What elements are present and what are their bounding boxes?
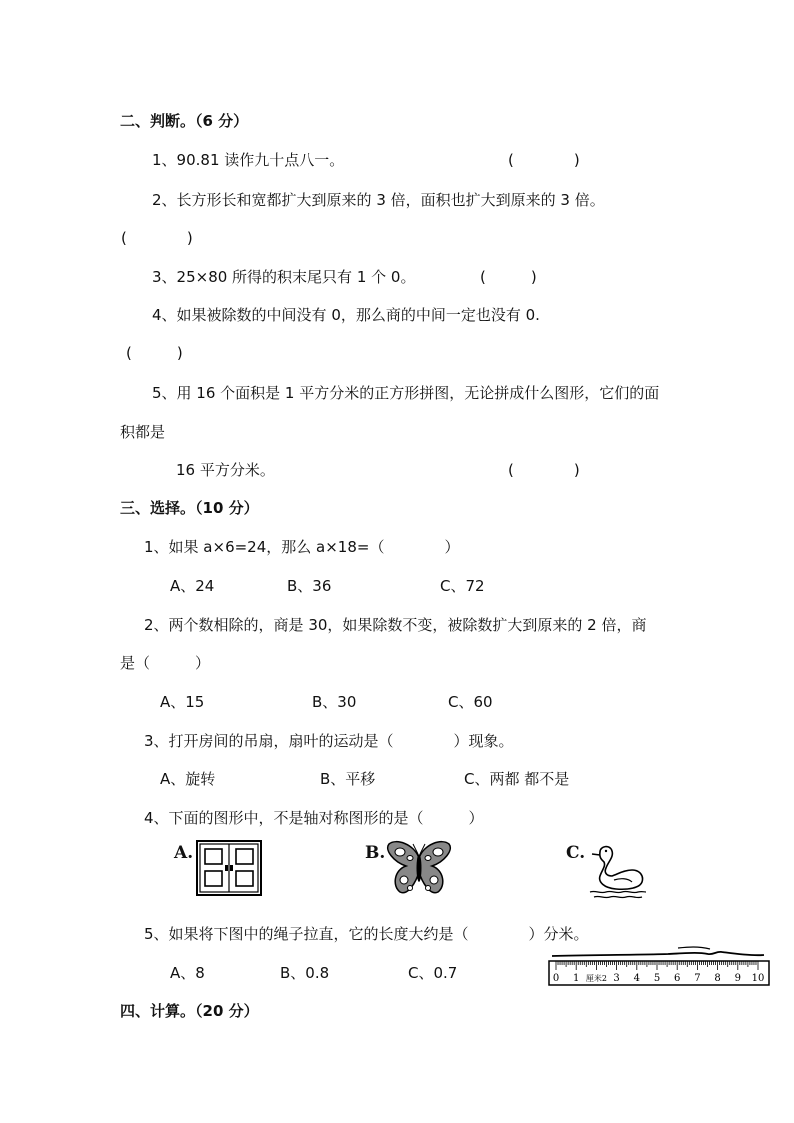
q2-5-text-cont2: 16 平方分米。: [176, 461, 275, 479]
q2-1-text: 1、90.81 读作九十点八一。: [152, 151, 345, 169]
ruler-tick-label: 7: [694, 973, 701, 984]
q3-2-option-a[interactable]: A、15: [160, 693, 205, 711]
ruler-tick-label: 8: [714, 973, 721, 984]
section2-heading: 二、判断。（6 分）: [120, 112, 249, 130]
q2-4-answer-blank[interactable]: ( ): [126, 344, 183, 362]
q3-4-option-b-label[interactable]: B.: [365, 843, 386, 863]
q3-5-option-c[interactable]: C、0.7: [408, 964, 458, 982]
q3-1-option-b[interactable]: B、36: [287, 577, 332, 595]
q2-2-answer-blank[interactable]: ( ): [121, 229, 193, 247]
q2-2-text: 2、长方形长和宽都扩大到原来的 3 倍，面积也扩大到原来的 3 倍。: [152, 191, 605, 209]
section3-heading: 三、选择。（10 分）: [120, 499, 259, 517]
q3-5-option-a[interactable]: A、8: [170, 964, 205, 982]
q2-5-text-cont: 积都是: [120, 423, 166, 441]
q3-2-option-c[interactable]: C、60: [448, 693, 493, 711]
q3-4-option-c-label[interactable]: C.: [566, 843, 586, 863]
q3-5-option-b[interactable]: B、0.8: [280, 964, 330, 982]
ruler-tick-label: 10: [751, 973, 765, 984]
q3-4-option-a-label[interactable]: A.: [174, 843, 194, 863]
q3-1-text: 1、如果 a×6=24，那么 a×18=（ ）: [144, 538, 460, 556]
q3-2-text-cont: 是（ ）: [120, 654, 211, 672]
window-figure-icon: [196, 840, 262, 896]
butterfly-figure-icon: [386, 838, 452, 898]
ruler-tick-label: 9: [734, 973, 741, 984]
ruler-tick-label: 3: [613, 973, 620, 984]
q3-2-text: 2、两个数相除的，商是 30，如果除数不变，被除数扩大到原来的 2 倍，商: [144, 616, 647, 634]
q3-1-option-a[interactable]: A、24: [170, 577, 215, 595]
ruler-tick-label: 1: [573, 973, 580, 984]
rope-drawing: [548, 944, 770, 960]
q2-3-answer-blank[interactable]: ( ): [480, 268, 537, 286]
q2-5-text: 5、用 16 个面积是 1 平方分米的正方形拼图，无论拼成什么图形，它们的面: [152, 384, 660, 402]
q2-5-answer-blank[interactable]: ( ): [508, 461, 580, 479]
ruler-tick-label: 0: [552, 973, 560, 984]
q3-3-text: 3、打开房间的吊扇，扇叶的运动是（ ）现象。: [144, 732, 514, 750]
q2-4-text: 4、如果被除数的中间没有 0，那么商的中间一定也没有 0.: [152, 306, 540, 324]
duck-figure-icon: [588, 842, 648, 900]
ruler-tick-label: 厘米2: [585, 974, 607, 983]
q3-3-option-c[interactable]: C、两都 都不是: [464, 770, 570, 788]
q3-2-option-b[interactable]: B、30: [312, 693, 357, 711]
ruler-tick-label: 6: [674, 973, 681, 984]
q3-3-option-a[interactable]: A、旋转: [160, 770, 216, 788]
q3-3-option-b[interactable]: B、平移: [320, 770, 376, 788]
q3-1-option-c[interactable]: C、72: [440, 577, 485, 595]
q2-3-text: 3、25×80 所得的积末尾只有 1 个 0。: [152, 268, 416, 286]
ruler-tick-label: 5: [653, 973, 661, 984]
ruler-figure: [548, 960, 770, 986]
q3-4-text: 4、下面的图形中，不是轴对称图形的是（ ）: [144, 809, 484, 827]
q3-5-text: 5、如果将下图中的绳子拉直，它的长度大约是（ ）分米。: [144, 925, 589, 943]
section4-heading: 四、计算。（20 分）: [120, 1002, 259, 1020]
ruler-tick-label: 4: [633, 973, 640, 984]
q2-1-answer-blank[interactable]: ( ): [508, 151, 580, 169]
